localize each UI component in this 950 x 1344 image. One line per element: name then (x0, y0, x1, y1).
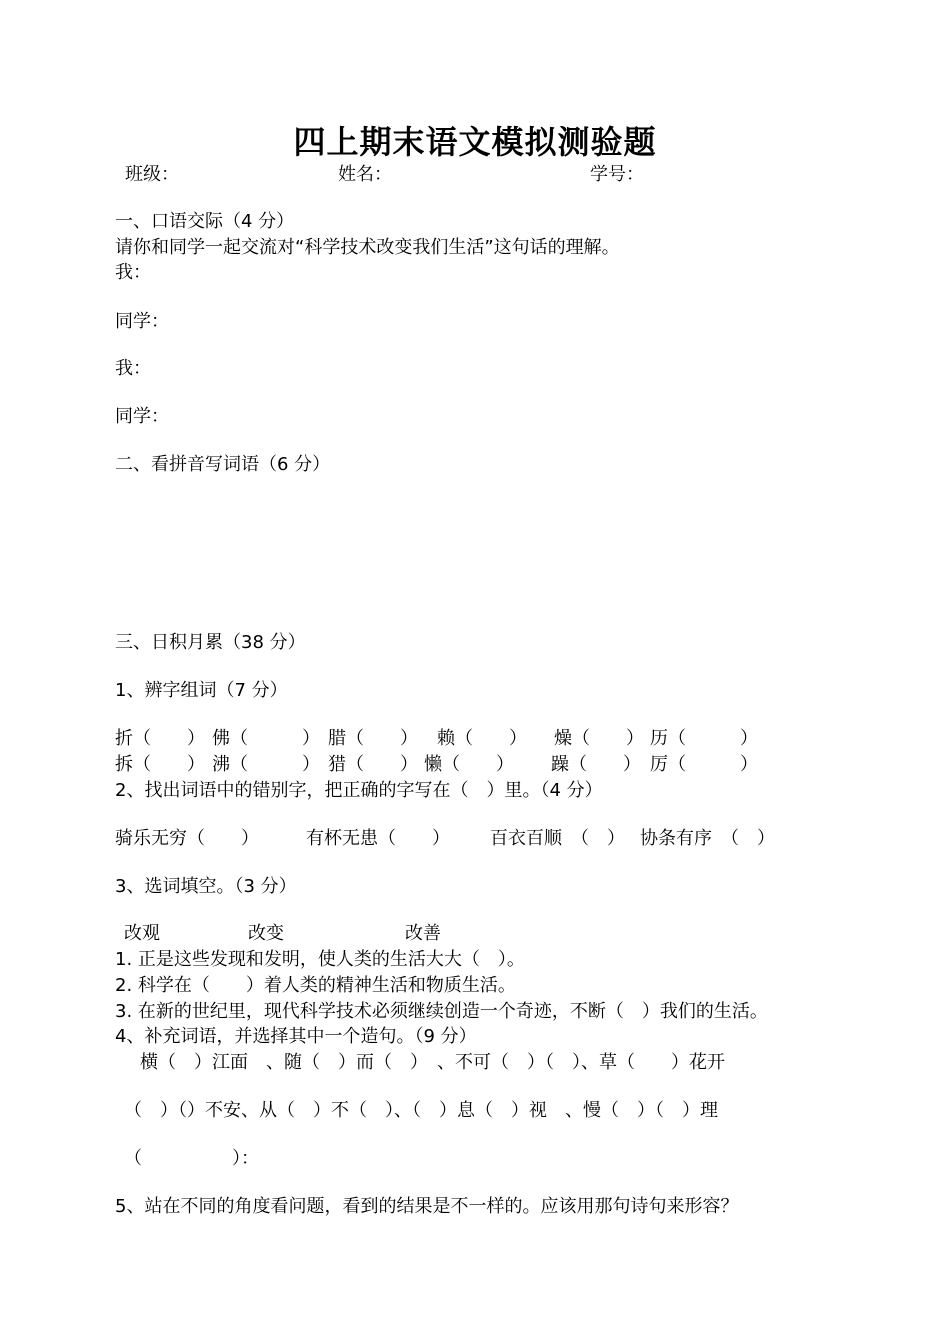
word-option: 改观 (124, 923, 160, 944)
class-label: 班级： (125, 164, 179, 185)
section1-prompt: 请你和同学一起交流对“科学技术改变我们生活”这句话的理解。 (115, 237, 620, 258)
fill-sentence: 3. 在新的世纪里，现代科学技术必须继续创造一个奇迹，不断（ ）我们的生活。 (115, 1001, 768, 1022)
q1-heading: 1、辨字组词（7 分） (115, 680, 288, 701)
typo-item: 有杯无患（ ） (306, 828, 450, 849)
word-group-cell: 躁（ ） (551, 754, 641, 775)
word-option: 改变 (248, 923, 284, 944)
word-option: 改善 (405, 923, 441, 944)
dialogue-line: 我： (115, 358, 151, 379)
typo-item: 骑乐无穷（ ） (115, 828, 259, 849)
q3-heading: 3、选词填空。（3 分） (115, 876, 297, 897)
idiom-line: （ ）（）不安、从（ ）不（ ）、（ ）息（ ）视 、慢（ ）（ ）理 (124, 1100, 718, 1121)
word-group-cell: 历（ ） (650, 728, 758, 749)
word-group-cell: 沸（ ） (212, 754, 320, 775)
typo-item: 百衣百顺 （ ） (490, 828, 625, 849)
q4-heading: 4、补充词语，并选择其中一个造句。（9 分） (115, 1026, 477, 1047)
dialogue-line: 我： (115, 262, 151, 283)
fill-sentence: 1. 正是这些发现和发明，使人类的生活大大（ ）。 (115, 949, 525, 970)
section2-heading: 二、看拼音写词语（6 分） (115, 454, 331, 475)
page-title: 四上期末语文模拟测验题 (293, 123, 657, 161)
typo-item: 协条有序 （ ） (640, 828, 775, 849)
dialogue-line: 同学： (115, 406, 169, 427)
q5-heading: 5、站在不同的角度看问题，看到的结果是不一样的。应该用那句诗句来形容？ (115, 1196, 739, 1217)
word-group-cell: 猎（ ） (328, 754, 418, 775)
idiom-line: 横（ ）江面 、随（ ）而（ ） 、不可（ ）（ ）、草（ ）花开 (140, 1052, 725, 1073)
name-label: 姓名： (338, 164, 392, 185)
q2-heading: 2、找出词语中的错别字，把正确的字写在（ ）里。（4 分） (115, 780, 603, 801)
section1-heading: 一、口语交际（4 分） (115, 211, 295, 232)
section3-heading: 三、日积月累（38 分） (115, 632, 306, 653)
word-group-cell: 赖（ ） (437, 728, 527, 749)
sentence-blank: （ ）： (124, 1148, 259, 1169)
word-group-cell: 燥（ ） (554, 728, 644, 749)
student-id-label: 学号： (590, 164, 644, 185)
word-group-cell: 佛（ ） (212, 728, 320, 749)
word-group-cell: 拆（ ） (115, 754, 205, 775)
dialogue-line: 同学： (115, 311, 169, 332)
word-group-cell: 腊（ ） (328, 728, 418, 749)
word-group-cell: 厉（ ） (650, 754, 758, 775)
word-group-cell: 懒（ ） (424, 754, 514, 775)
fill-sentence: 2. 科学在（ ）着人类的精神生活和物质生活。 (115, 975, 516, 996)
word-group-cell: 折（ ） (115, 728, 205, 749)
